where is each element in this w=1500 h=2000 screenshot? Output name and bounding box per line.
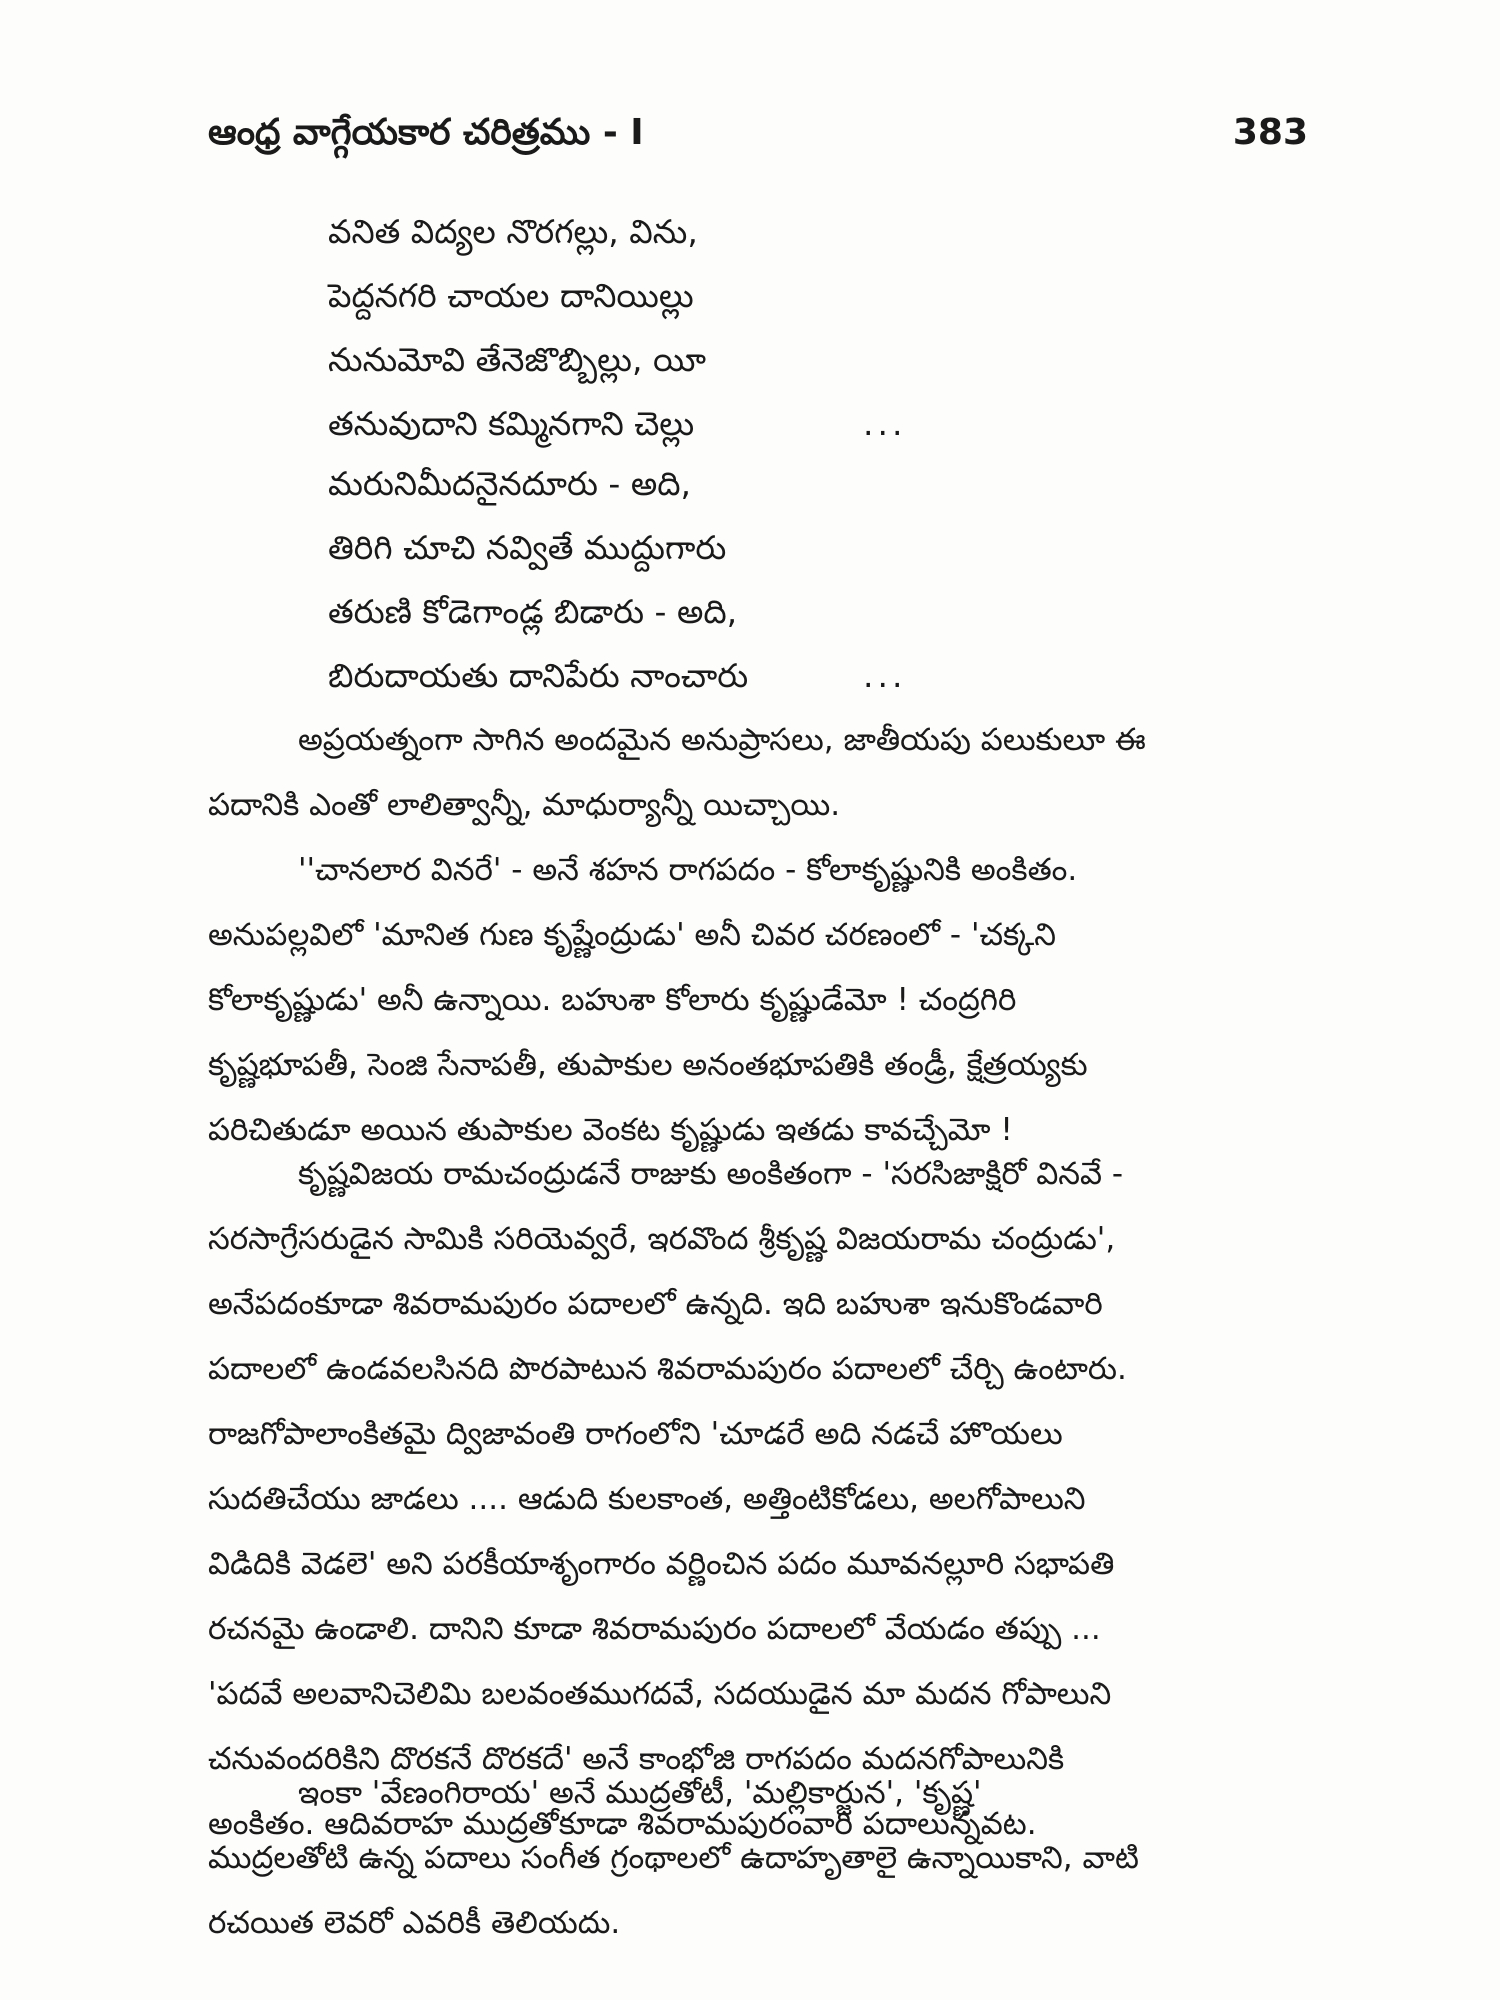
- paragraph-line: కోలాకృష్ణుడు' అనీ ఉన్నాయి. బహుశా కోలారు కృష్ణుడేమో ! చంద్రగిరి: [208, 982, 1017, 1018]
- paragraph-line: పదానికి ఎంతో లాలిత్వాన్నీ, మాధుర్యాన్నీ యిచ్చాయి.: [208, 787, 841, 823]
- paragraph-line: అనేపదంకూడా శివరామపురం పదాలలో ఉన్నది. ఇది బహుశా ఇనుకొండవారి: [208, 1286, 1103, 1322]
- verse-line: తనువుదాని కమ్మినగాని చెల్లు ...: [328, 392, 1048, 456]
- verse-stanza-1: [328, 200, 1048, 456]
- verse-stanza-2: [328, 452, 1048, 708]
- paragraph-line: కృష్ణవిజయ రామచంద్రుడనే రాజుకు అంకితంగా - 'సరసిజాక్షిరో వినవే -: [298, 1156, 1124, 1192]
- paragraph-line: రాజగోపాలాంకితమై ద్విజావంతి రాగంలోని 'చూడరే అది నడచే హొయలు: [208, 1416, 1063, 1452]
- verse-ellipsis: ...: [863, 656, 907, 695]
- paragraph-line: కృష్ణభూపతీ, సెంజి సేనాపతీ, తుపాకుల అనంతభూపతికి తండ్రీ, క్షేత్రయ్యకు: [208, 1047, 1088, 1083]
- verse-line: తిరిగి చూచి నవ్వితే ముద్దుగారు: [328, 528, 727, 567]
- paragraph-line: అంకితం. ఆదివరాహ ముద్రతోకూడా శివరామపురంవారి పదాలున్నవట.: [208, 1806, 1037, 1842]
- verse-line: మరునిమీదనైనదూరు - అది,: [328, 464, 692, 503]
- paragraph-line: ఇంకా 'వేణంగిరాయ' అనే ముద్రతోటీ, 'మల్లికార్జున', 'కృష్ణ': [298, 1775, 982, 1811]
- paragraph-line: పదాలలో ఉండవలసినది పొరపాటున శివరామపురం పదాలలో చేర్చి ఉంటారు.: [208, 1351, 1127, 1387]
- paragraph-line: సుదతిచేయు జాడలు .... ఆడుది కులకాంత, అత్తింటికోడలు, అలగోపాలుని: [208, 1481, 1086, 1517]
- paragraph-line: సరసాగ్రేసరుడైన సామికి సరియెవ్వరే, ఇరవొంద శ్రీకృష్ణ విజయరామ చంద్రుడు',: [208, 1221, 1116, 1257]
- paragraph-1: [208, 708, 1308, 838]
- running-title: ఆంధ్ర వాగ్గేయకార చరిత్రము - I: [208, 112, 644, 153]
- paragraph-line: ముద్రలతోటి ఉన్న పదాలు సంగీత గ్రంథాలలో ఉదాహృతాలై ఉన్నాయికాని, వాటి: [208, 1840, 1139, 1876]
- page-number: 383: [1232, 112, 1308, 153]
- paragraph-line: విడిదికి వెడలె' అని పరకీయాశృంగారం వర్ణించిన పదం మూవనల్లూరి సభాపతి: [208, 1546, 1115, 1582]
- paragraph-line: అనుపల్లవిలో 'మానిత గుణ కృష్ణేంద్రుడు' అనీ చివర చరణంలో - 'చక్కని: [208, 917, 1056, 953]
- verse-line: పెద్దనగరి చాయల దానియిల్లు: [328, 276, 694, 315]
- verse-line: వనిత విద్యల నొరగల్లు, విను,: [328, 212, 698, 251]
- paragraph-3: [208, 1142, 1308, 1857]
- paragraph-line: అప్రయత్నంగా సాగిన అందమైన అనుప్రాసలు, జాతీయపు పలుకులూ ఈ: [298, 722, 1146, 758]
- paragraph-2: [208, 838, 1308, 1163]
- running-head: [208, 112, 1308, 172]
- paragraph-line: రచనమై ఉండాలి. దానిని కూడా శివరామపురం పదాలలో వేయడం తప్పు ...: [208, 1611, 1101, 1647]
- verse-ellipsis: ...: [863, 404, 907, 443]
- paragraph-line: పరిచితుడూ అయిన తుపాకుల వెంకట కృష్ణుడు ఇతడు కావచ్చేమో !: [208, 1112, 1013, 1148]
- paragraph-line: ''చానలార వినరే' - అనే శహన రాగపదం - కోలాకృష్ణునికి అంకితం.: [298, 852, 1078, 888]
- verse-line: నునుమోవి తేనెజొబ్బిల్లు, యీ: [328, 340, 706, 379]
- verse-line: బిరుదాయతు దానిపేరు నాంచారు ...: [328, 644, 1048, 708]
- paragraph-4: [208, 1761, 1308, 1956]
- paragraph-line: చనువందరికిని దొరకనే దొరకదే' అనే కాంభోజి రాగపదం మదనగోపాలునికి: [208, 1741, 1065, 1777]
- verse-line: తరుణి కోడెగాండ్ల బిడారు - అది,: [328, 592, 738, 631]
- paragraph-line: రచయిత లెవరో ఎవరికీ తెలియదు.: [208, 1905, 621, 1941]
- paragraph-line: 'పదవే అలవానిచెలిమి బలవంతముగదవే, సదయుడైన మా మదన గోపాలుని: [208, 1676, 1112, 1712]
